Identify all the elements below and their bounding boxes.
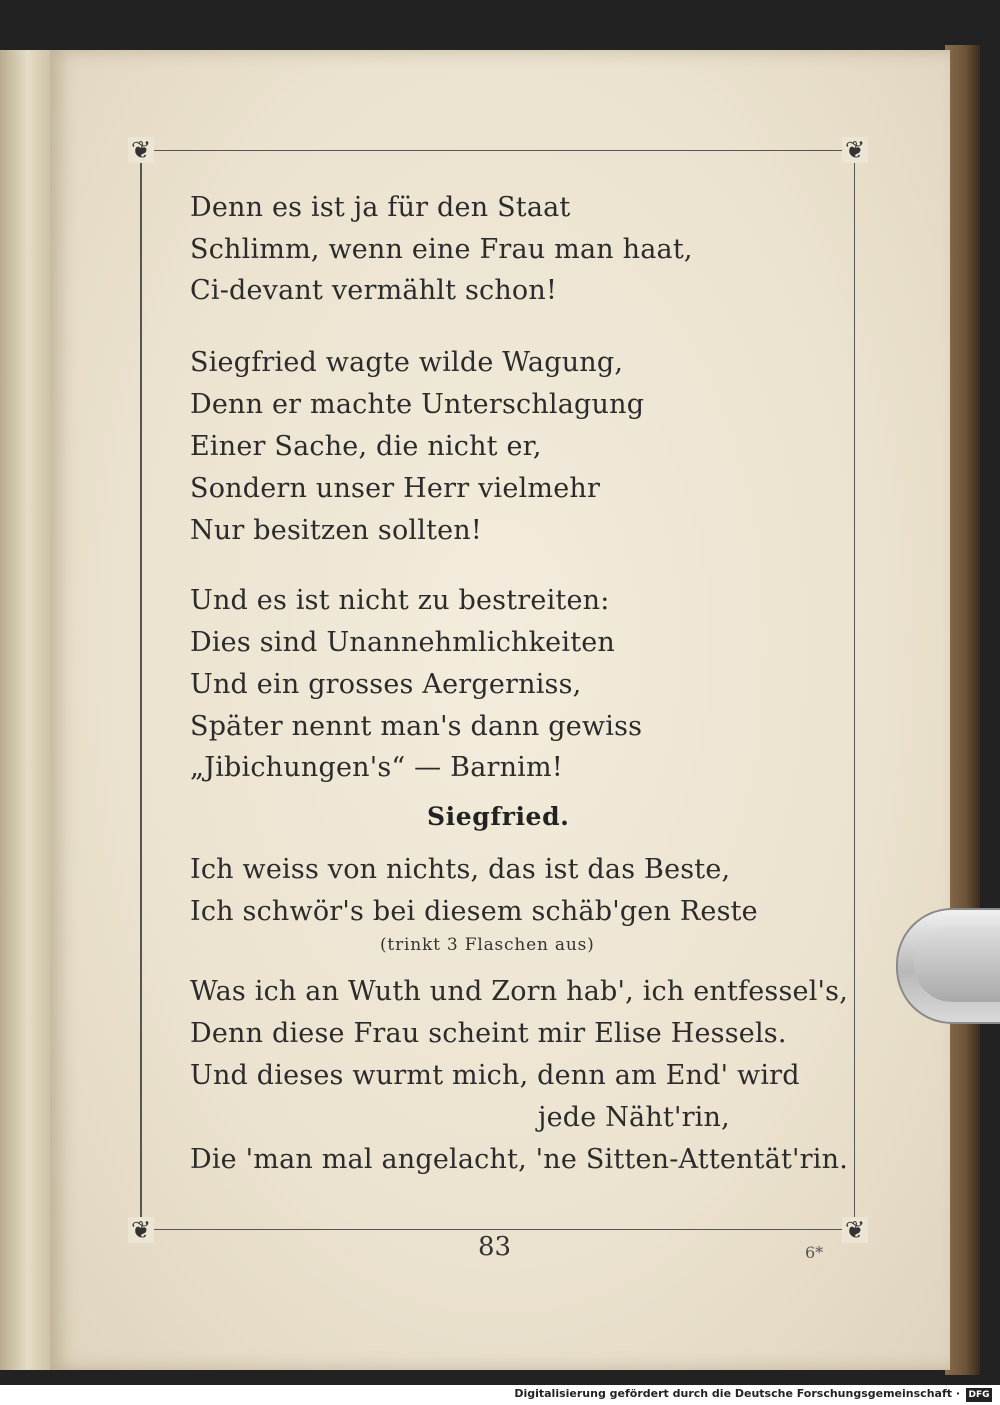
poem-line: Einer Sache, die nicht er, [190,431,542,462]
poem-line: Sondern unser Herr vielmehr [190,473,601,504]
stage-direction: (trinkt 3 Flaschen aus) [380,935,595,955]
speech-line: Und dieses wurmt mich, denn am End' wird [190,1060,800,1091]
footer-credit: Digitalisierung gefördert durch die Deutsche Forschungsgemeinschaft · [514,1387,960,1400]
book-edge [945,45,980,1375]
fleuron-corner-icon: ❦ [842,1217,868,1243]
poem-line: Und es ist nicht zu bestreiten: [190,585,610,616]
dfg-logo: DFG [966,1388,992,1402]
previous-page-edge [0,50,50,1370]
speech-line: Ich weiss von nichts, das ist das Beste, [190,854,731,885]
page-clip-inner [914,926,1000,1002]
speaker-heading: Siegfried. [427,802,570,831]
page-number: 83 [478,1232,512,1262]
poem-line: Dies sind Unannehmlichkeiten [190,627,616,658]
speech-line: Die 'man mal angelacht, 'ne Sitten-Attentät'rin. [190,1144,848,1175]
speech-line: Ich schwör's bei diesem schäb'gen Reste [190,896,758,927]
fleuron-corner-icon: ❦ [128,137,154,163]
speech-line: Denn diese Frau scheint mir Elise Hessels. [190,1018,787,1049]
speech-line: Was ich an Wuth und Zorn hab', ich entfessel's, [190,976,849,1007]
poem-line: Denn es ist ja für den Staat [190,192,571,223]
signature-mark: 6* [805,1243,824,1262]
speech-line: jede Näht'rin, [538,1102,730,1133]
poem-line: Und ein grosses Aergerniss, [190,669,582,700]
page-clip-icon [896,908,1000,1024]
poem-text [50,50,950,1370]
poem-line: Denn er machte Unterschlagung [190,389,645,420]
poem-line: „Jibichungen's“ — Barnim! [190,752,563,783]
book-page [50,50,950,1370]
footer-bar [0,1385,1000,1405]
fleuron-corner-icon: ❦ [842,137,868,163]
poem-line: Später nennt man's dann gewiss [190,711,643,742]
poem-line: Schlimm, wenn eine Frau man haat, [190,234,693,265]
fleuron-corner-icon: ❦ [128,1217,154,1243]
poem-line: Nur besitzen sollten! [190,515,482,546]
poem-line: Siegfried wagte wilde Wagung, [190,347,624,378]
poem-line: Ci-devant vermählt schon! [190,275,558,306]
